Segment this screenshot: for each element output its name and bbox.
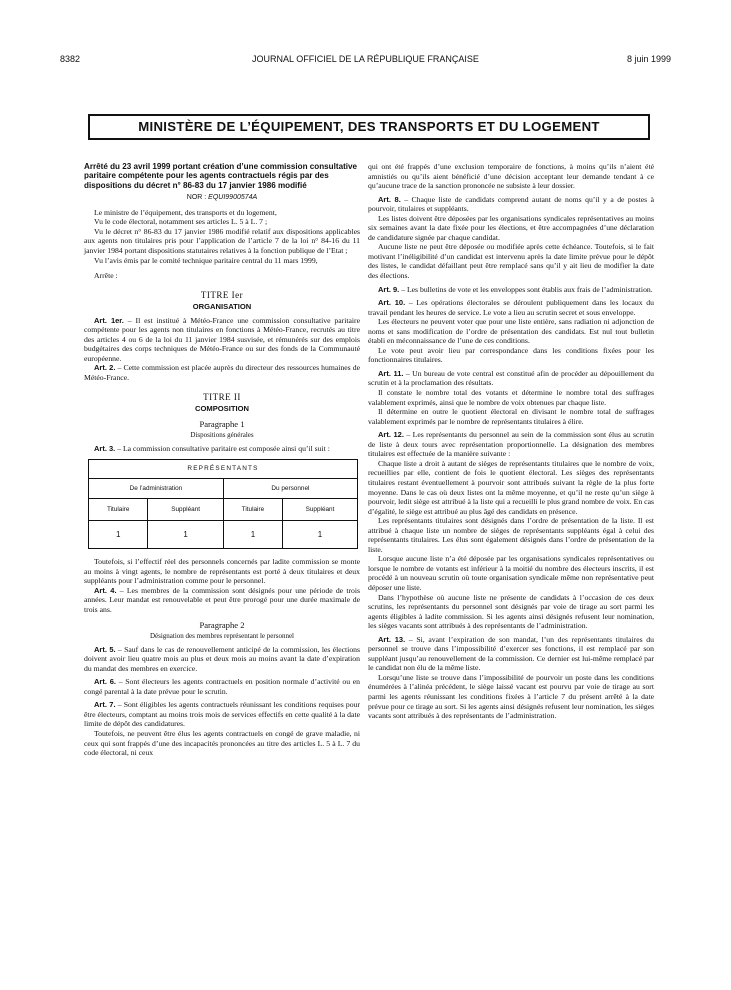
paragraph-1-heading: Paragraphe 1 [199,418,245,429]
table-group-header: Du personnel [223,479,357,499]
paragraph-1-subtitle: Dispositions générales [190,431,254,440]
table-column-header: Suppléant [148,499,223,521]
titre-1-subtitle: ORGANISATION [192,302,252,312]
paragraph: Il constate le nombre total des votants et détermine le nombre total des suffrages valablement exprimés, ainsi que le nombre de voix obtenues par chaque liste. [368,388,654,407]
article-12: Art. 12. – Les représentants du personnel au sein de la commission sont élus au scrutin de liste à deux tours avec représentation proportionnelle. La désignation des membres titulaires est effectuée de la manière suivante : [368,430,654,459]
table-cell: 1 [223,521,282,549]
article-8: Art. 8. – Chaque liste de candidats comprend autant de noms qu’il y a de postes à pourvoir, titulaires et suppléants. [368,194,654,214]
issue-date: 8 juin 1999 [626,54,671,64]
article-label: Art. 2. [94,363,116,373]
preamble-line: Le ministre de l’équipement, des transports et du logement, [94,207,277,217]
nor-label: NOR : [186,194,207,202]
paragraph: Dans l’hypothèse où aucune liste ne présente de candidats à l’occasion de ces deux scrutins, les représentants du personnel sont désignés par voie de tirage au sort parmi les agents éligibles à ladite commission. Si les agents ainsi désignés refusent leur nomination, les sièges vacants sont attribués à des représentants de l’administration. [368,592,654,631]
paragraph: Chaque liste a droit à autant de sièges de représentants titulaires que le nombre de voix, recueillies par elle, contient de fois le quotient électoral. Les sièges des représentants titulaires restant éventuellement à pourvoir sont attribués suivant la règle de la plus forte moyenne. Dans le cas où deux listes ont la même moyenne, et qu’il ne reste qu’un siège à pourvoir, ledit siège est attribué à la liste qui a recueilli le plus grand nombre de voix. En cas d’égalité, le siège est attribué au plus âgé des candidats en présence. [368,458,654,516]
table-header: REPRÉSENTANTS [89,460,358,479]
table-column-header: Titulaire [89,499,148,521]
paragraph: Les représentants titulaires sont désignés dans l’ordre de présentation de la liste. Il est attribué à chaque liste un nombre de sièges de représentants suppléants égal à celui des représentants titulaires. Les élus sont également désignés dans l’ordre de présentation de la liste. [368,516,654,554]
paragraph: qui ont été frappés d’une exclusion temporaire de fonctions, à moins qu’ils n’aient été amnistiés ou qu’ils aient bénéficié d’une décision acceptant leur demande tendant à ce qu’aucune trace de la sanction prononcée ne subsiste à leur dossier. [368,162,654,191]
table-group-header: De l’administration [89,479,224,499]
article-9: Art. 9. – Les bulletins de vote et les enveloppes sont établis aux frais de l’administration. [378,284,653,294]
paragraph: Les électeurs ne peuvent voter que pour une liste entière, sans radiation ni adjonction de noms et sans modification de l’ordre de présentation des candidats. Est nul tout bulletin établi en méconnaissance de l’une de ces conditions. [368,317,654,346]
table-cell: 1 [148,521,223,549]
table-column-header: Suppléant [282,499,357,521]
article-1: Art. 1er. – Il est institué à Météo-France une commission consultative paritaire compétente pour les agents non titulaires en fonctions à Météo-France, recrutés au titre des articles 4 ou 6 de la loi du 11 janvier 1984 susvisée, et rémunérés sur des emplois budgétaires des corps techniques de Météo-France ou sur des fonds de la Communauté européenne. [84,315,360,363]
article-label: Art. 12. [378,430,404,440]
article-label: Art. 11. [378,368,404,378]
article-6: Art. 6. – Sont électeurs les agents contractuels en position normale d’activité ou en congé parental à la date prévue pour le scrutin. [84,677,361,696]
nor-reference [84,193,360,203]
article-3: Art. 3. – La commission consultative paritaire est composée ainsi qu’il suit : [94,443,330,453]
article-label: Art. 6. [94,677,117,687]
article-11: Art. 11. – Un bureau de vote central est constitué afin de procéder au dépouillement du scrutin et à la proclamation des résultats. [368,368,654,388]
article-10: Art. 10. – Les opérations électorales se déroulent publiquement dans les locaux du travail pendant les heures de service. Le vote a lieu au scrutin secret et sous enveloppe. [368,298,654,317]
table-cell: 1 [89,521,148,549]
preamble-line: Vu le décret n° 86-83 du 17 janvier 1986 modifié relatif aux dispositions applicables aux agents non titulaires pris pour l’application de l’article 7 de la loi n° 84-16 du 11 janvier 1984 portant dispositions statutaires relatives à la fonction publique de l’Etat ; [84,226,360,255]
left-column [84,162,360,758]
article-2: Art. 2. – Cette commission est placée auprès du directeur des ressources humaines de Météo-France. [84,363,360,382]
article-label: Art. 9. [378,284,400,294]
arrete-heading: Arrête : [94,271,118,281]
page-header [60,54,671,68]
article-4: Art. 4. – Les membres de la commission sont désignés pour une période de trois années. Leur mandat est renouvelable et peut être prorogé pour une durée maximale de trois ans. [84,585,360,614]
article-label: Art. 13. [378,634,406,644]
representatives-table [88,459,358,549]
titre-2-heading: TITRE II [203,391,241,402]
paragraph: Toutefois, ne peuvent être élus les agents contractuels en congé de grave maladie, ni ceux qui sont frappés d’une des incapacités prononcées au titre des articles L. 5 à L. 7 du code électoral, ni ceux [84,729,360,758]
titre-1-heading: TITRE Ier [200,289,244,300]
paragraph-2-subtitle: Désignation des membres représentant le personnel [149,632,295,641]
titre-2-subtitle: COMPOSITION [194,404,249,414]
paragraph: Toutefois, si l’effectif réel des personnels concernés par ladite commission se monte au moins à vingt agents, le nombre de représentants est porté à deux titulaires et deux suppléants pour l’administration comme pour le personnel. [84,557,360,586]
preamble-line: Vu l’avis émis par le comité technique paritaire central du 11 mars 1999, [94,255,318,265]
article-5: Art. 5. – Sauf dans le cas de renouvellement anticipé de la commission, les élections doivent avoir lieu quatre mois au plus et deux mois au moins avant la date d’expiration du mandat des membres en exercice. [84,644,360,673]
article-label: Art. 8. [378,194,401,204]
preamble-line: Vu le code électoral, notamment ses articles L. 5 à L. 7 ; [94,217,268,227]
article-label: Art. 3. [94,443,116,453]
paragraph: Lorsqu’une liste se trouve dans l’impossibilité de pourvoir un poste dans les conditions énumérées à l’alinéa précédent, le siège laissé vacant est pourvu par voie de tirage au sort parmi les agents réunissant les conditions fixées à l’article 7 du présent arrêté à la date prévue pour ce tirage au sort. Si les agents ainsi désignés refusent leur nomination, les sièges vacants sont attribués à des représentants de l’administration. [368,672,654,721]
decree-title: Arrêté du 23 avril 1999 portant création d’une commission consultative paritaire compétente pour les agents contractuels régis par des dispositions du décret n° 86-83 du 17 janvier 1986 modifié [84,162,358,190]
article-label: Art. 4. [94,585,117,595]
article-label: Art. 5. [94,644,116,654]
paragraph: Aucune liste ne peut être déposée ou modifiée après cette échéance. Toutefois, si le fait motivant l’inéligibilité d’un candidat est intervenu après la date limite prévue pour le dépôt des listes, le candidat défaillant peut être remplacé sans qu’il y ait lieu de modifier la date des élections. [368,242,654,281]
ministry-banner: MINISTÈRE DE L’ÉQUIPEMENT, DES TRANSPORTS ET DU LOGEMENT [88,114,650,140]
paragraph-2-heading: Paragraphe 2 [199,619,245,630]
journal-title: JOURNAL OFFICIEL DE LA RÉPUBLIQUE FRANÇAISE [252,54,479,64]
paragraph: Les listes doivent être déposées par les organisations syndicales représentatives au moins six semaines avant la date fixée pour les élections, et être accompagnées d’une déclaration de candidature signée par chaque candidat. [368,213,654,242]
article-7: Art. 7. – Sont éligibles les agents contractuels réunissant les conditions requises pour être électeurs, comptant au moins trois mois de services effectifs en cette qualité à la date limite de dépôt des candidatures. [84,700,360,729]
nor-code: EQUI9900574A [208,194,258,202]
paragraph: Lorsque aucune liste n’a été déposée par les organisations syndicales représentatives ou lorsque le nombre de votants est inférieur à la moitié du nombre des électeurs inscrits, il est procédé à un nouveau scrutin où toute organisation syndicale même non représentative peut déposer une liste. [368,554,654,592]
paragraph: Il détermine en outre le quotient électoral en divisant le nombre total de suffrages valablement exprimés par le nombre de représentants titulaires à élire. [368,407,654,426]
article-label: Art. 1er. [94,315,124,325]
article-label: Art. 7. [94,700,116,710]
table-cell: 1 [282,521,357,549]
page-number: 8382 [60,54,81,64]
table-column-header: Titulaire [223,499,282,521]
right-column [368,162,654,721]
article-label: Art. 10. [378,298,406,308]
paragraph: Le vote peut avoir lieu par correspondance dans les conditions fixées pour les fonctionnaires titulaires. [368,345,654,365]
article-13: Art. 13. – Si, avant l’expiration de son mandat, l’un des représentants titulaires du personnel se trouve dans l’impossibilité d’exercer ses fonctions, il est remplacé par son suppléant jusqu’au renouvellement de la commission. Ce dernier est lui-même remplacé par le candidat non élu de la même liste. [368,634,654,673]
